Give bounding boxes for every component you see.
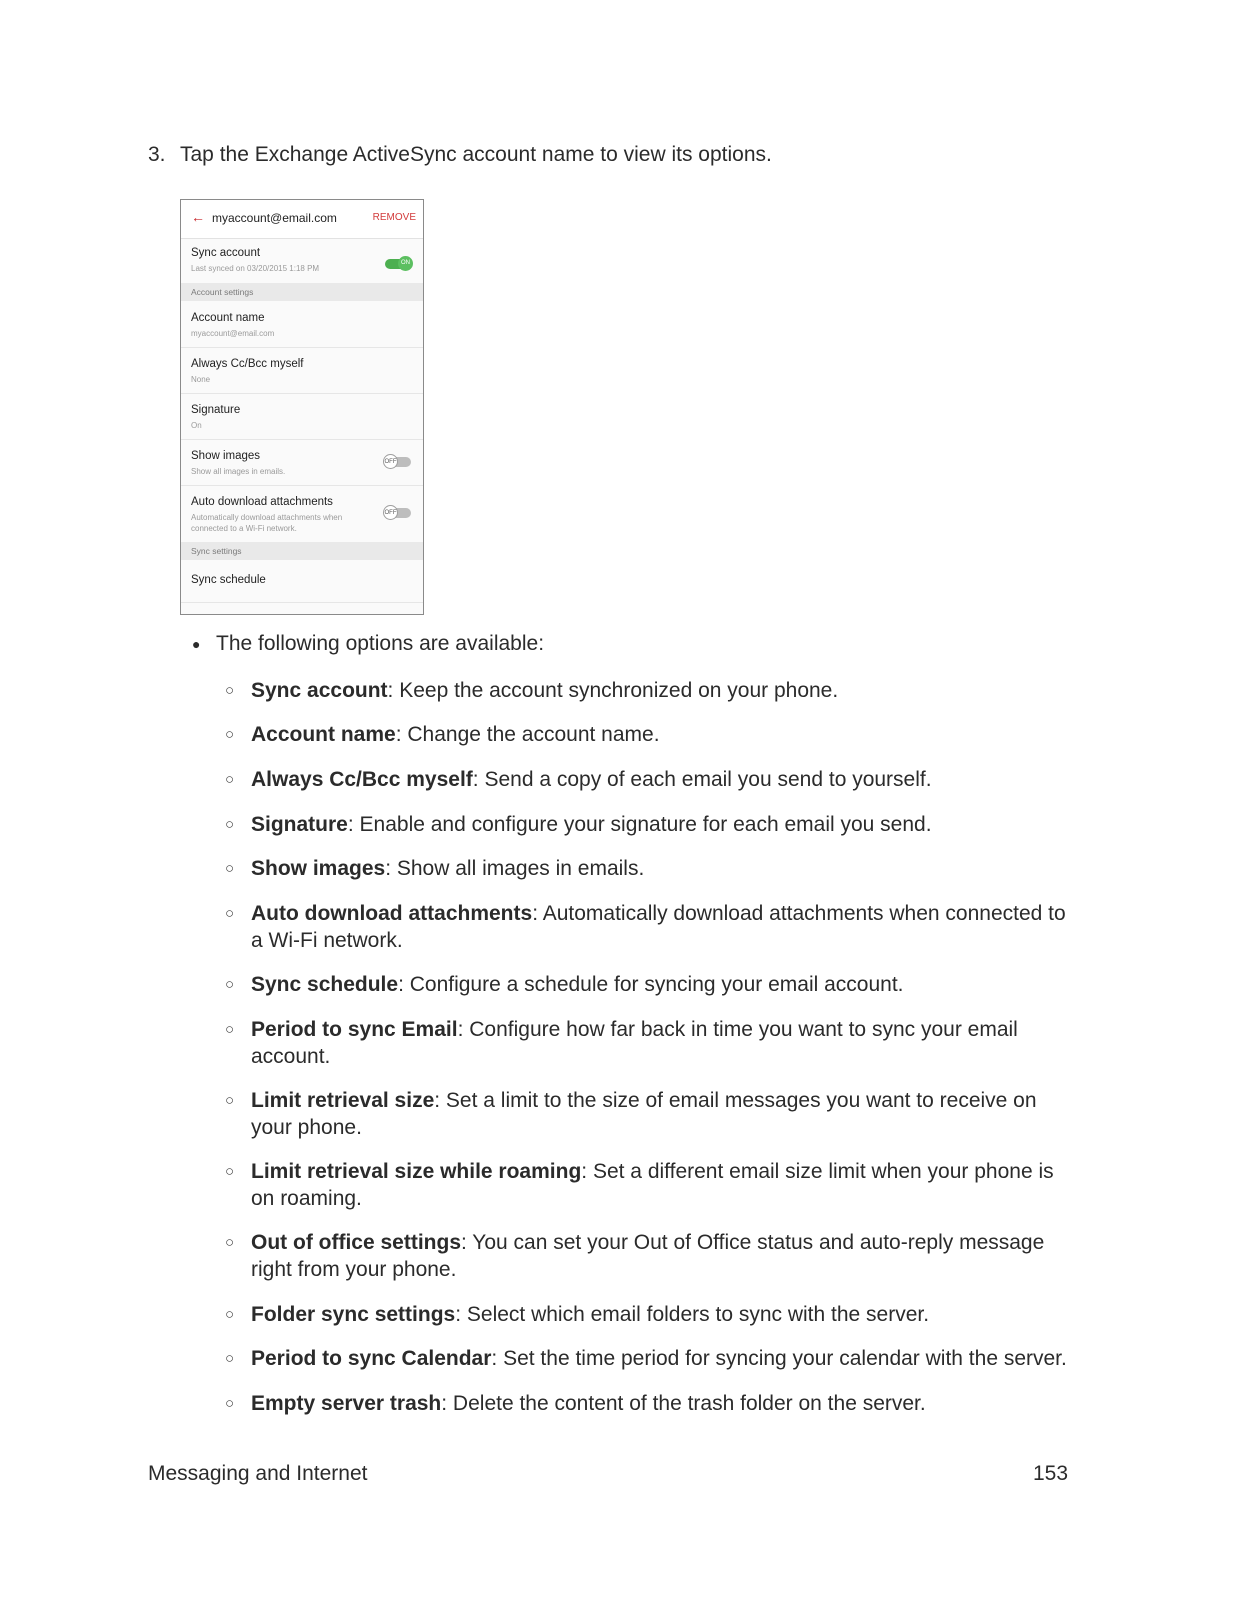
option-term: Sync schedule: [251, 973, 399, 996]
show-images-subtitle: Show all images in emails.: [191, 467, 286, 476]
show-images-row[interactable]: [181, 439, 423, 486]
option-desc: : Configure a schedule for syncing your email account.: [398, 973, 904, 996]
step-number: 3.: [148, 143, 166, 166]
page-number: 153: [1033, 1462, 1069, 1485]
circle-bullet-icon: ○: [225, 726, 235, 743]
footer-section: Messaging and Internet: [148, 1462, 368, 1485]
option-term: Out of office settings: [251, 1231, 461, 1254]
option-term: Period to sync Calendar: [251, 1347, 492, 1370]
option-desc: : Select which email folders to sync with the server.: [455, 1303, 930, 1326]
circle-bullet-icon: ○: [225, 1092, 235, 1109]
list-item: [225, 900, 1075, 954]
list-item: [225, 1229, 1075, 1283]
auto-download-row[interactable]: [181, 485, 423, 543]
circle-bullet-icon: ○: [225, 1350, 235, 1367]
arrow-left-icon[interactable]: ←: [191, 209, 205, 225]
account-name-row[interactable]: [181, 301, 423, 348]
circle-bullet-icon: ○: [225, 905, 235, 922]
auto-download-subtitle: Automatically download attachments when connected to a Wi-Fi network.: [191, 513, 343, 533]
option-term: Show images: [251, 857, 386, 880]
show-images-toggle[interactable]: [385, 457, 411, 467]
show-images-title: Show images: [191, 450, 261, 462]
option-desc: : Enable and configure your signature for each email you send.: [347, 813, 932, 836]
sync-schedule-title: Sync schedule: [191, 574, 266, 586]
phone-header: [181, 200, 423, 239]
option-term: Sync account: [251, 679, 388, 702]
circle-bullet-icon: ○: [225, 860, 235, 877]
list-item: [225, 1158, 1075, 1212]
option-desc: : Keep the account synchronized on your phone.: [387, 679, 839, 702]
circle-bullet-icon: ○: [225, 1234, 235, 1251]
toggle-knob: OFF: [383, 505, 398, 520]
circle-bullet-icon: ○: [225, 976, 235, 993]
sync-account-row[interactable]: [181, 239, 423, 289]
section-account-settings: [181, 283, 423, 301]
cc-bcc-title: Always Cc/Bcc myself: [191, 358, 304, 370]
list-item: [225, 721, 1075, 748]
list-item: [225, 677, 1075, 704]
account-title: myaccount@email.com: [212, 211, 337, 225]
list-item: [225, 855, 1075, 882]
account-name-subtitle: myaccount@email.com: [191, 329, 275, 338]
list-item: [225, 1390, 1075, 1417]
sync-account-subtitle: Last synced on 03/20/2015 1:18 PM: [191, 264, 320, 273]
option-desc: : Show all images in emails.: [385, 857, 645, 880]
option-desc: : Set a different email size limit when your phone is on roaming.: [251, 1160, 1054, 1210]
option-term: Limit retrieval size: [251, 1089, 435, 1112]
list-item: [225, 1087, 1075, 1141]
auto-download-title: Auto download attachments: [191, 496, 333, 508]
list-item: [225, 811, 1075, 838]
option-desc: : Set the time period for syncing your calendar with the server.: [491, 1347, 1067, 1370]
sync-account-title: Sync account: [191, 247, 261, 259]
circle-bullet-icon: ○: [225, 682, 235, 699]
intro-text: The following options are available:: [216, 632, 545, 655]
account-name-title: Account name: [191, 312, 265, 324]
list-item: [225, 971, 1075, 998]
step-text: Tap the Exchange ActiveSync account name to view its options.: [180, 143, 772, 166]
option-desc: : Delete the content of the trash folder on the server.: [441, 1392, 926, 1415]
section-sync-settings: [181, 542, 423, 560]
option-term: Period to sync Email: [251, 1018, 458, 1041]
bullet-icon: ●: [192, 636, 201, 653]
list-item: [225, 766, 1075, 793]
option-desc: : Send a copy of each email you send to yourself.: [472, 768, 932, 791]
option-term: Always Cc/Bcc myself: [251, 768, 473, 791]
cc-bcc-subtitle: None: [191, 375, 211, 384]
circle-bullet-icon: ○: [225, 1395, 235, 1412]
toggle-knob: ON: [398, 256, 413, 271]
option-desc: : Set a limit to the size of email messages you want to receive on your phone.: [251, 1089, 1037, 1139]
section-label: Account settings: [191, 287, 254, 297]
option-desc: : Change the account name.: [395, 723, 660, 746]
option-desc: : Configure how far back in time you want to sync your email account.: [251, 1018, 1018, 1068]
signature-row[interactable]: [181, 393, 423, 440]
remove-button[interactable]: REMOVE: [372, 212, 416, 223]
option-term: Account name: [251, 723, 396, 746]
section-label: Sync settings: [191, 546, 242, 556]
circle-bullet-icon: ○: [225, 1021, 235, 1038]
option-term: Auto download attachments: [251, 902, 533, 925]
signature-subtitle: On: [191, 421, 202, 430]
circle-bullet-icon: ○: [225, 1306, 235, 1323]
toggle-knob: OFF: [383, 454, 398, 469]
option-desc: : You can set your Out of Office status and auto-reply message right from your phone.: [251, 1231, 1045, 1281]
list-item: [225, 1345, 1075, 1372]
signature-title: Signature: [191, 404, 241, 416]
list-item: [225, 1016, 1075, 1070]
sync-account-toggle[interactable]: [385, 259, 411, 269]
list-item: [225, 1301, 1075, 1328]
option-desc: : Automatically download attachments when connected to a Wi-Fi network.: [251, 902, 1066, 952]
circle-bullet-icon: ○: [225, 816, 235, 833]
step-instruction: [148, 143, 772, 167]
cc-bcc-row[interactable]: [181, 347, 423, 394]
auto-download-toggle[interactable]: [385, 508, 411, 518]
sync-schedule-row[interactable]: [181, 560, 423, 603]
phone-screenshot: [180, 199, 424, 615]
option-term: Folder sync settings: [251, 1303, 456, 1326]
option-term: Limit retrieval size while roaming: [251, 1160, 582, 1183]
option-term: Empty server trash: [251, 1392, 442, 1415]
option-term: Signature: [251, 813, 348, 836]
circle-bullet-icon: ○: [225, 771, 235, 788]
circle-bullet-icon: ○: [225, 1163, 235, 1180]
options-intro: [192, 632, 544, 656]
